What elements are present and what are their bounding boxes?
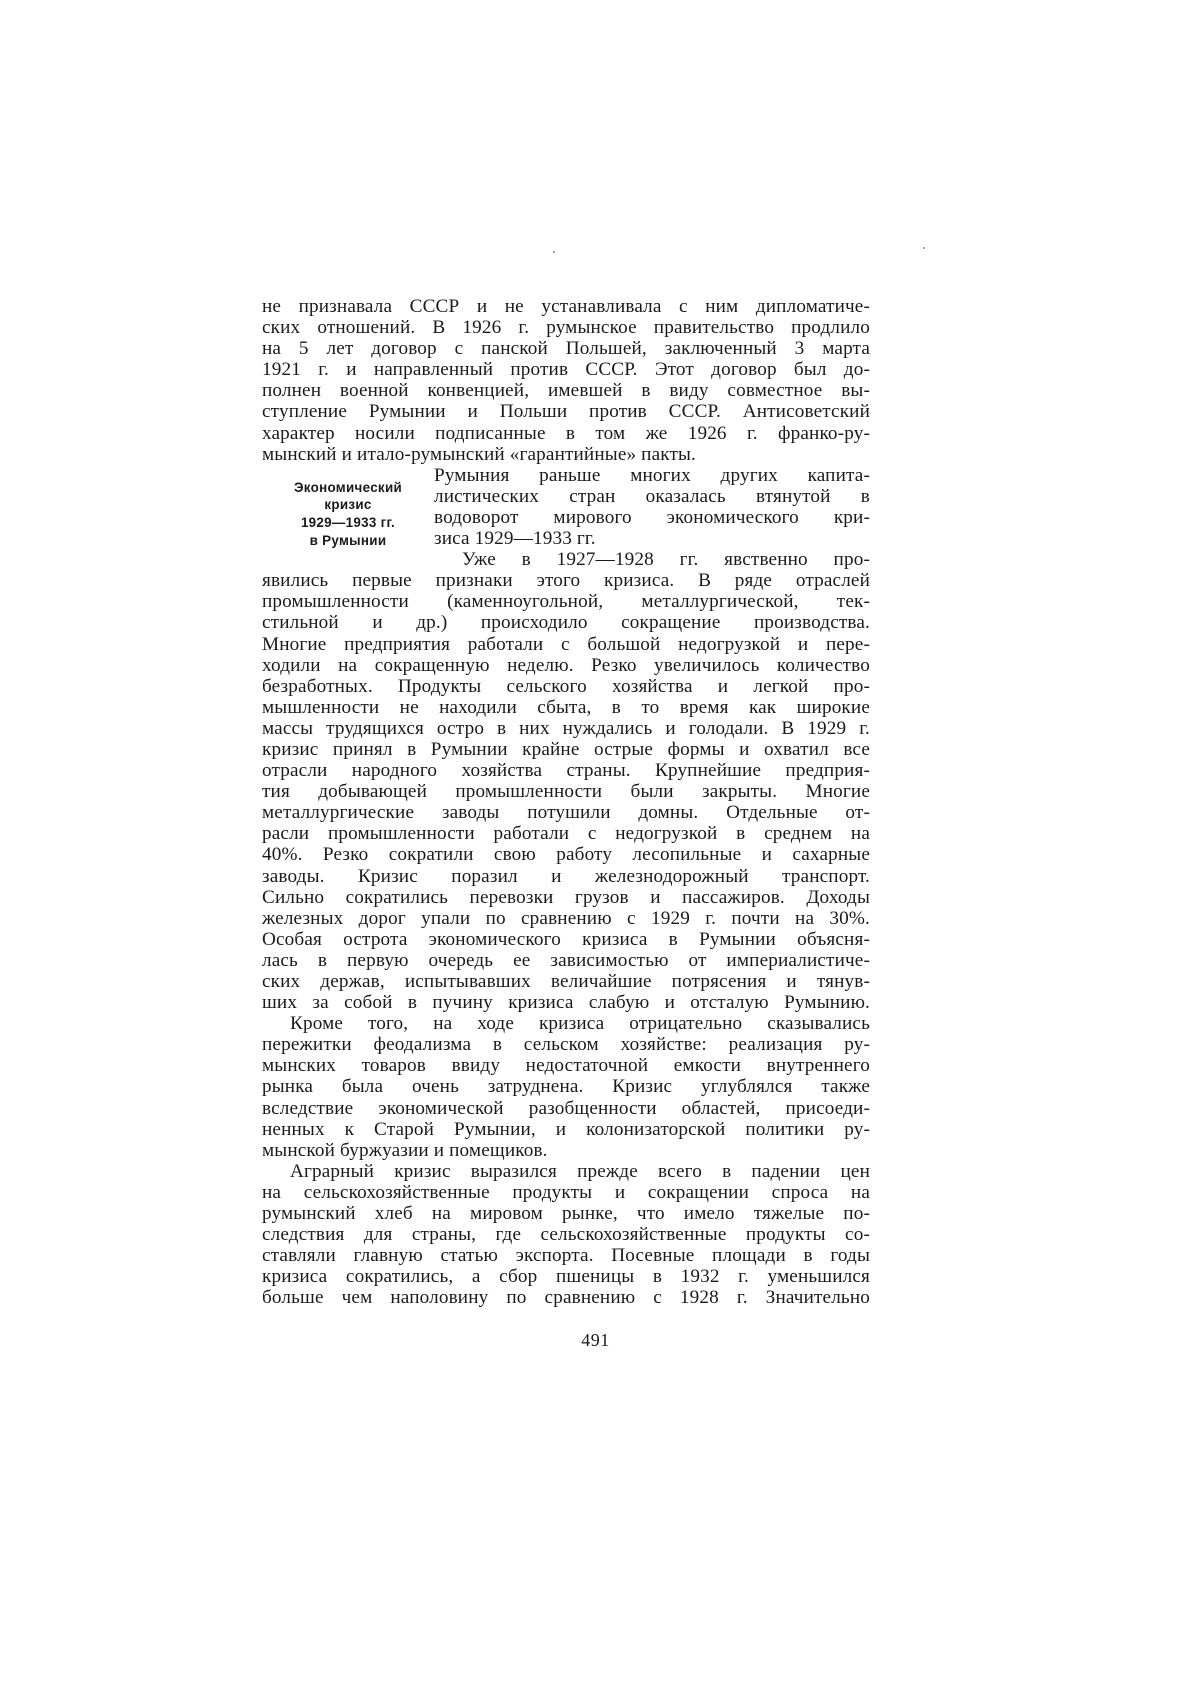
text-line: на 5 лет договор с панской Польшей, заключенный 3 марта — [262, 338, 870, 360]
side-heading-line: 1929—1933 гг. — [300, 514, 396, 530]
text-line: рынка была очень затруднена. Кризис углублялся также — [262, 1076, 870, 1098]
scan-speck — [923, 247, 925, 249]
text-line: 1921 г. и направленный против СССР. Этот договор был до- — [262, 359, 870, 381]
text-line: Сильно сократились перевозки грузов и пассажиров. Доходы — [262, 886, 870, 908]
scan-speck — [553, 251, 555, 253]
text-line: полнен военной конвенцией, имевшей в виду совместное вы- — [262, 380, 870, 402]
text-line: мынский и итало-румынский «гарантийные» пакты. — [262, 443, 696, 465]
page-text — [262, 296, 870, 1309]
text-line: расли промышленности работали с недогрузкой в среднем на — [262, 823, 870, 845]
text-line: характер носили подписанные в том же 1926 г. франко-ру- — [262, 422, 870, 444]
text-line: Уже в 1927—1928 гг. явственно про- — [462, 549, 870, 571]
side-heading-line: кризис — [324, 497, 372, 513]
text-line: румынский хлеб на мировом рынке, что имело тяжелые по- — [262, 1203, 870, 1225]
text-line: на сельскохозяйственные продукты и сокращении спроса на — [262, 1181, 870, 1203]
text-line: кризис принял в Румынии крайне острые формы и охватил все — [262, 738, 870, 760]
text-line: зиса 1929—1933 гг. — [434, 528, 596, 550]
text-line: ступление Румынии и Польши против СССР. Антисоветский — [262, 401, 870, 423]
text-line: больше чем наполовину по сравнению с 1928 г. Значительно — [262, 1287, 870, 1309]
text-line: ских отношений. В 1926 г. румынское правительство продлило — [262, 317, 870, 339]
text-line: кризиса сократились, а сбор пшеницы в 1932 г. уменьшился — [262, 1266, 870, 1288]
paragraph-crisis — [262, 570, 870, 1013]
text-line: промышленности (каменноугольной, металлургической, тек- — [262, 591, 870, 613]
text-line: стильной и др.) происходило сокращение производства. — [262, 612, 870, 634]
section-start — [262, 465, 870, 570]
text-line: мынской буржуазии и помещиков. — [262, 1139, 548, 1161]
text-line: Многие предприятия работали с большой недогрузкой и пере- — [262, 633, 870, 655]
side-heading-line: в Румынии — [309, 532, 387, 548]
text-line: металлургические заводы потушили домны. Отдельные от- — [262, 802, 870, 824]
text-line: вследствие экономической разобщенности областей, присоеди- — [262, 1097, 870, 1119]
text-line: Кроме того, на ходе кризиса отрицательно сказывались — [290, 1013, 870, 1035]
text-line: 40%. Резко сократили свою работу лесопильные и сахарные — [262, 844, 870, 866]
text-line: Особая острота экономического кризиса в Румынии объясня- — [262, 928, 870, 950]
text-line: ненных к Старой Румынии, и колонизаторской политики ру- — [262, 1118, 870, 1140]
text-line: ставляли главную статью экспорта. Посевные площади в годы — [262, 1245, 870, 1267]
text-line: Аграрный кризис выразился прежде всего в падении цен — [290, 1160, 870, 1182]
text-line: заводы. Кризис поразил и железнодорожный транспорт. — [262, 865, 870, 887]
text-line: листических стран оказалась втянутой в — [434, 485, 870, 507]
text-line: отрасли народного хозяйства страны. Крупнейшие предприя- — [262, 760, 870, 782]
text-line: следствия для страны, где сельскохозяйственные продукты со- — [262, 1224, 870, 1246]
text-line: безработных. Продукты сельского хозяйства и легкой про- — [262, 675, 870, 697]
text-line: лась в первую очередь ее зависимостью от империалистиче- — [262, 949, 870, 971]
side-heading — [262, 465, 434, 570]
paragraph-feudal — [262, 1013, 870, 1161]
wrapped-text — [434, 465, 870, 570]
text-line: Румыния раньше многих других капита- — [434, 464, 870, 486]
text-line: железных дорог упали по сравнению с 1929 г. почти на 30%. — [262, 907, 870, 929]
text-line: водоворот мирового экономического кри- — [434, 506, 870, 528]
text-line: не признавала СССР и не устанавливала с ним дипломатиче- — [262, 296, 870, 317]
text-line: мышленности не находили сбыта, в то время как широкие — [262, 696, 870, 718]
text-line: тия добывающей промышленности были закрыты. Многие — [262, 781, 870, 803]
text-line: массы трудящихся остро в них нуждались и голодали. В 1929 г. — [262, 717, 870, 739]
text-line: ских держав, испытывавших величайшие потрясения и тянув- — [262, 971, 870, 992]
text-line: ших за собой в пучину кризиса слабую и отсталую Румынию. — [262, 992, 870, 1014]
text-line: ходили на сокращенную неделю. Резко увеличилось количество — [262, 654, 870, 676]
page-number: 491 — [581, 1330, 610, 1350]
text-line: пережитки феодализма в сельском хозяйстве: реализация ру- — [262, 1034, 870, 1056]
side-heading-line: Экономический — [293, 479, 403, 495]
paragraph-top — [262, 296, 870, 465]
text-line: явились первые признаки этого кризиса. В ряде отраслей — [262, 570, 870, 592]
paragraph-agrarian — [262, 1161, 870, 1309]
text-line: мынских товаров ввиду недостаточной емкости внутреннего — [262, 1055, 870, 1077]
